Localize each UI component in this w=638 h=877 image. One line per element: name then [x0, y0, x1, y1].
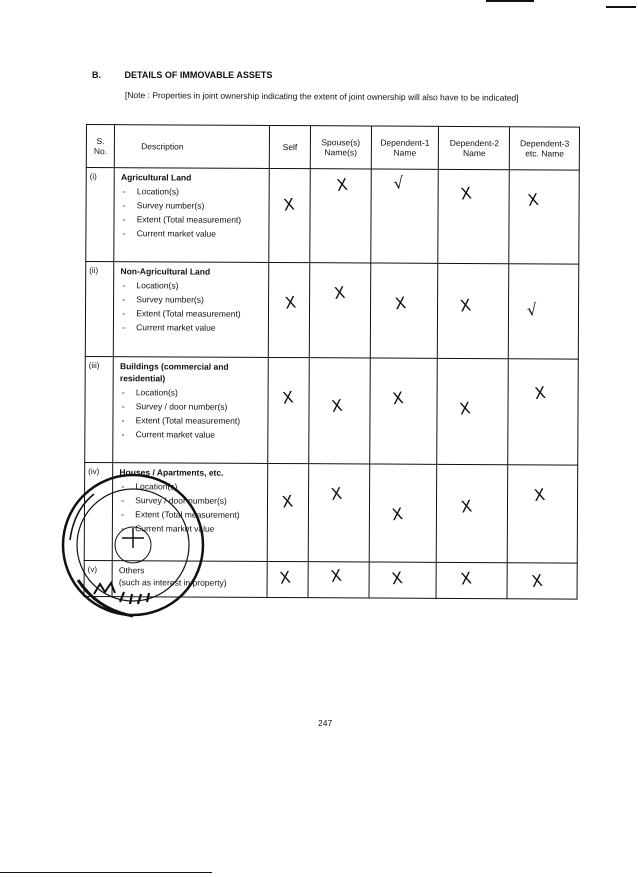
- section-heading: [92, 70, 272, 80]
- top-right-rule: [606, 6, 636, 8]
- mark-cell-dependent-1: [370, 169, 438, 263]
- mark-cell-self: [267, 463, 309, 561]
- mark-cell-dependent-2: [438, 169, 510, 263]
- row-description: [114, 168, 269, 263]
- mark-cell-dependent-3: [508, 359, 578, 465]
- handwritten-mark: X: [459, 295, 473, 316]
- handwritten-mark: X: [459, 183, 474, 204]
- row-items: [119, 480, 263, 535]
- handwritten-mark: X: [393, 293, 407, 314]
- header-self: Self: [269, 125, 310, 168]
- row-subtext: (such as interest in property): [118, 577, 227, 588]
- header-sno: S. No.: [86, 125, 114, 168]
- mark-cell-dependent-2: [438, 263, 510, 358]
- list-item: - Survey / door number(s): [119, 494, 263, 507]
- section-title: DETAILS OF IMMOVABLE ASSETS: [124, 70, 273, 80]
- header-dependent-2: Dependent-2 Name: [439, 126, 510, 169]
- mark-cell-spouse: [309, 358, 370, 464]
- top-rule: [486, 0, 534, 2]
- handwritten-mark: X: [390, 387, 405, 409]
- handwritten-mark: √: [526, 299, 539, 320]
- mark-cell-dependent-3: [509, 264, 579, 359]
- table-row: [85, 356, 579, 465]
- handwritten-mark: X: [283, 292, 298, 313]
- handwritten-mark: X: [530, 570, 545, 592]
- row-category: Buildings (commercial and residential): [119, 361, 229, 384]
- handwritten-mark: X: [281, 387, 295, 408]
- row-items: [121, 185, 265, 240]
- table-row: [84, 462, 578, 563]
- header-spouse: Spouse(s) Name(s): [310, 126, 371, 169]
- handwritten-mark: X: [278, 567, 292, 588]
- list-item: - Location(s): [121, 185, 265, 198]
- handwritten-mark: X: [533, 484, 547, 506]
- table-row: [86, 168, 579, 265]
- mark-cell-spouse: [310, 169, 371, 263]
- section-letter: B.: [92, 70, 101, 80]
- list-item: - Current market value: [120, 321, 264, 334]
- row-sno: (i): [86, 168, 115, 262]
- row-description: [112, 463, 267, 562]
- mark-cell-dependent-3: [508, 465, 578, 563]
- mark-cell-spouse: [309, 263, 370, 358]
- row-items: [120, 386, 264, 441]
- handwritten-mark: X: [330, 395, 344, 416]
- row-sno: (iv): [84, 462, 113, 560]
- list-item: - Extent (Total measurement): [120, 307, 264, 320]
- mark-cell-spouse: [308, 464, 369, 562]
- mark-cell-dependent-3: [508, 563, 578, 599]
- list-item: - Current market value: [121, 227, 265, 240]
- list-item: - Extent (Total measurement): [121, 213, 265, 226]
- list-item: - Location(s): [120, 386, 264, 399]
- row-sno: (iii): [85, 356, 114, 462]
- handwritten-mark: X: [332, 282, 347, 303]
- row-description: [112, 561, 267, 598]
- header-dependent-1: Dependent-1 Name: [371, 126, 439, 169]
- handwritten-mark: X: [282, 194, 296, 215]
- mark-cell-self: [267, 561, 308, 597]
- list-item: - Extent (Total measurement): [119, 508, 263, 521]
- bottom-rule: [0, 872, 212, 873]
- handwritten-mark: X: [329, 565, 343, 586]
- handwritten-mark: X: [390, 503, 404, 525]
- header-description: Description: [115, 125, 270, 169]
- list-item: - Current market value: [119, 522, 263, 535]
- row-category: Others: [118, 565, 145, 576]
- mark-cell-dependent-1: [369, 464, 437, 562]
- handwritten-mark: X: [329, 483, 344, 504]
- row-sno: (ii): [85, 262, 114, 357]
- handwritten-mark: X: [459, 568, 474, 589]
- handwritten-mark: X: [280, 491, 295, 512]
- row-sno: (v): [84, 560, 112, 596]
- handwritten-mark: √: [391, 173, 405, 194]
- mark-cell-self: [268, 262, 310, 357]
- header-dependent-3: Dependent-3 etc. Name: [510, 127, 580, 170]
- header-row: [86, 125, 579, 171]
- handwritten-mark: X: [389, 567, 404, 589]
- mark-cell-self: [269, 168, 311, 262]
- table-row: [85, 262, 578, 360]
- list-item: - Location(s): [119, 480, 263, 493]
- mark-cell-dependent-2: [436, 562, 507, 598]
- list-item: - Location(s): [120, 279, 264, 292]
- immovable-assets-table: [84, 124, 580, 600]
- handwritten-mark: X: [458, 398, 473, 419]
- mark-cell-dependent-2: [437, 358, 509, 464]
- list-item: - Current market value: [120, 428, 264, 441]
- list-item: - Survey / door number(s): [120, 400, 264, 413]
- section-note: [Note : Properties in joint ownership indicating the extent of joint ownership will also have to be indicated]: [124, 89, 519, 103]
- list-item: - Extent (Total measurement): [120, 414, 264, 427]
- handwritten-mark: X: [526, 189, 541, 210]
- mark-cell-dependent-2: [437, 464, 509, 562]
- handwritten-mark: X: [460, 496, 474, 517]
- row-category: Houses / Apartments, etc.: [119, 467, 224, 478]
- mark-cell-self: [268, 357, 310, 463]
- row-category: Non-Agricultural Land: [120, 266, 211, 277]
- mark-cell-dependent-1: [369, 358, 437, 464]
- list-item: - Survey number(s): [120, 293, 264, 306]
- mark-cell-spouse: [308, 562, 369, 598]
- row-description: [114, 262, 269, 358]
- mark-cell-dependent-1: [370, 263, 438, 358]
- list-item: - Survey number(s): [121, 199, 265, 212]
- mark-cell-dependent-1: [369, 562, 437, 598]
- row-items: [120, 279, 264, 334]
- table-row: [84, 560, 577, 599]
- handwritten-mark: X: [335, 174, 349, 195]
- handwritten-mark: X: [533, 382, 548, 404]
- mark-cell-dependent-3: [509, 170, 579, 264]
- page-number: 247: [318, 718, 333, 728]
- row-description: [113, 357, 268, 464]
- row-category: Agricultural Land: [120, 172, 192, 183]
